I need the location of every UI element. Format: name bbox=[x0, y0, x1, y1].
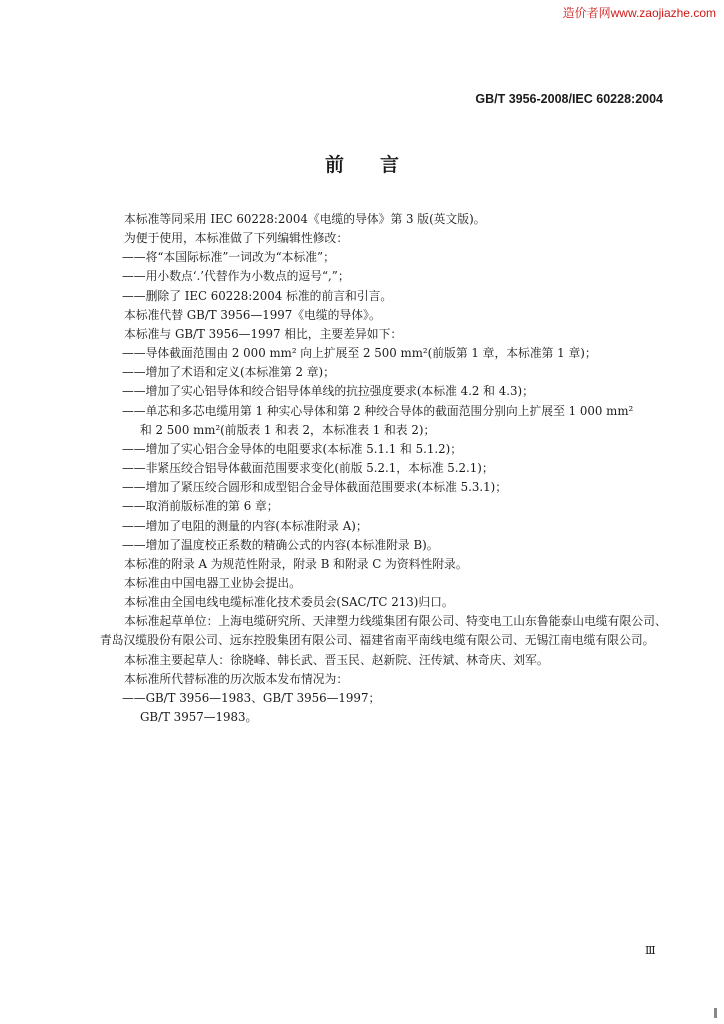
standard-code: GB/T 3956-2008/IEC 60228:2004 bbox=[475, 92, 663, 106]
list-item: ——导体截面范围由 2 000 mm² 向上扩展至 2 500 mm²(前版第 1 章，本标准第 1 章)； bbox=[122, 346, 597, 361]
list-item: ——增加了术语和定义(本标准第 2 章)； bbox=[122, 365, 335, 380]
scan-edge-mark bbox=[714, 1008, 717, 1018]
list-item: ——将“本国际标准”一词改为“本标准”； bbox=[122, 250, 335, 265]
history-item-continuation: GB/T 3957—1983。 bbox=[140, 710, 258, 725]
text-line: 为便于使用，本标准做了下列编辑性修改： bbox=[124, 231, 349, 246]
list-item: ——增加了紧压绞合圆形和成型铝合金导体截面范围要求(本标准 5.3.1)； bbox=[122, 480, 508, 495]
list-item: ——用小数点‘.’代替作为小数点的逗号“,”； bbox=[122, 269, 350, 284]
list-item: ——非紧压绞合铝导体截面范围要求变化(前版 5.2.1，本标准 5.2.1)； bbox=[122, 461, 494, 476]
text-line: 本标准由全国电线电缆标准化技术委员会(SAC/TC 213)归口。 bbox=[124, 595, 454, 610]
text-line: 本标准与 GB/T 3956—1997 相比，主要差异如下： bbox=[124, 326, 403, 341]
list-item: ——单芯和多芯电缆用第 1 种实心导体和第 2 种绞合导体的截面范围分别向上扩展至 1 000 mm² bbox=[122, 403, 634, 418]
text-line: 本标准代替 GB/T 3956—1997《电缆的导体》。 bbox=[124, 307, 381, 322]
page-number: Ⅲ bbox=[645, 944, 656, 957]
list-item: ——增加了温度校正系数的精确公式的内容(本标准附录 B)。 bbox=[122, 537, 439, 552]
watermark: 造价者网www.zaojiazhe.com bbox=[562, 6, 716, 20]
history-item: ——GB/T 3956—1983、GB/T 3956—1997； bbox=[122, 690, 381, 705]
text-line: 本标准等同采用 IEC 60228:2004《电缆的导体》第 3 版(英文版)。 bbox=[124, 212, 486, 226]
list-item: ——取消前版标准的第 6 章； bbox=[122, 499, 279, 514]
page-title: 前言 bbox=[324, 154, 435, 176]
list-item: ——增加了实心铝导体和绞合铝导体单线的抗拉强度要求(本标准 4.2 和 4.3)； bbox=[122, 384, 534, 399]
text-line: 本标准由中国电器工业协会提出。 bbox=[124, 575, 301, 590]
foreword-body bbox=[100, 210, 670, 727]
list-item-continuation: 和 2 500 mm²(前版表 1 和表 2，本标准表 1 和表 2)； bbox=[140, 422, 436, 437]
text-line: 本标准的附录 A 为规范性附录，附录 B 和附录 C 为资料性附录。 bbox=[124, 556, 468, 571]
list-item: ——删除了 IEC 60228:2004 标准的前言和引言。 bbox=[122, 288, 393, 303]
list-item: ——增加了电阻的测量的内容(本标准附录 A)； bbox=[122, 518, 368, 533]
history-intro: 本标准所代替标准的历次版本发布情况为： bbox=[124, 671, 349, 686]
drafters-line: 本标准主要起草人：徐晓峰、韩长武、晋玉民、赵新院、汪传斌、林奇庆、刘军。 bbox=[124, 652, 549, 667]
drafting-units-paragraph: 本标准起草单位：上海电缆研究所、天津塑力线缆集团有限公司、特变电工山东鲁能泰山电缆有限公司、青岛汉缆股份有限公司、远东控股集团有限公司、福建省南平南线电缆有限公司、无锡江南电缆有限公司。 bbox=[100, 614, 667, 648]
list-item: ——增加了实心铝合金导体的电阻要求(本标准 5.1.1 和 5.1.2)； bbox=[122, 441, 463, 456]
